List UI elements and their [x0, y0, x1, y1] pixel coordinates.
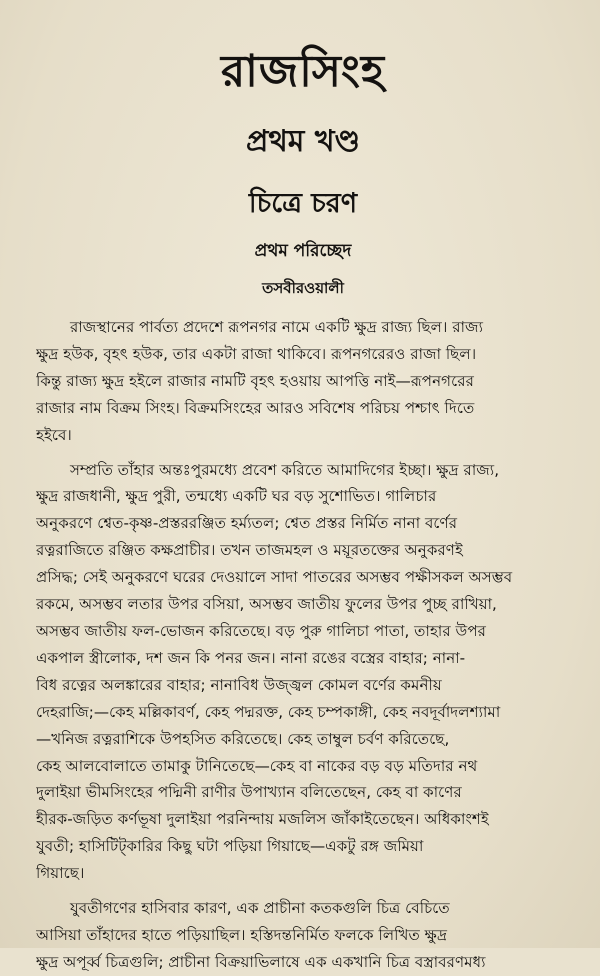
text-line: রকমে, অসম্ভব লতার উপর বসিয়া, অসম্ভব জাতীয় ফুলের উপর পুচ্ছ রাখিয়া,: [36, 595, 497, 614]
text-line: হইবে।: [36, 425, 72, 444]
paragraph-3: [36, 895, 570, 976]
text-line: সম্প্রতি তাঁহার অন্তঃপুরমধ্যে প্রবেশ করিতে আমাদিগের ইচ্ছা। ক্ষুদ্র রাজ্য,: [70, 460, 500, 479]
text-line: একপাল স্ত্রীলোক, দশ জন কি পনর জন। নানা রঙের বস্ত্রের বাহার; নানা-: [36, 648, 466, 667]
text-line: প্রসিদ্ধ; সেই অনুকরণে ঘরের দেওয়ালে সাদা পাতরের অসম্ভব পক্ষীসকল অসম্ভব: [36, 568, 513, 587]
text-line: দেহরাজি;—কেহ মল্লিকাবর্ণ, কেহ পদ্মরক্ত, কেহ চম্পকাঙ্গী, কেহ নবদূর্বাদলশ্যামা: [36, 702, 501, 721]
text-line: রত্নরাজিতে রঞ্জিত কক্ষপ্রাচীর। তখন তাজমহল ও ময়ূরতক্তের অনুকরণই: [36, 541, 463, 560]
paragraph-2: [36, 457, 570, 888]
text-line: গিয়াছে।: [36, 864, 85, 883]
text-line: হীরক-জড়িত কর্ণভূষা দুলাইয়া পরনিন্দায় মজলিস জাঁকাইতেছেন। অধিকাংশই: [36, 810, 489, 829]
section-title: চিত্রে চরণ: [248, 188, 358, 219]
text-line: অনুকরণে শ্বেত-কৃষ্ণ-প্রস্তররঞ্জিত হর্ম্যতল; শ্বেত প্রস্তর নির্মিত নানা বর্ণের: [36, 514, 458, 533]
part-title: প্রথম খণ্ড: [245, 124, 361, 159]
chapter-subtitle: তসবীরওয়ালী: [262, 279, 344, 297]
book-title: রাজসিংহ: [220, 46, 386, 97]
text-line: আসিয়া তাঁহাদের হাতে পড়িয়াছিল। হস্তিদন্তনির্মিত ফলকে লিখিত ক্ষুদ্র: [36, 925, 448, 944]
paragraph-1: [36, 314, 570, 449]
text-line: ক্ষুদ্র রাজধানী, ক্ষুদ্র পুরী, তন্মধ্যে একটি ঘর বড় সুশোভিত। গালিচার: [36, 487, 437, 506]
text-line: বিধ রত্নের অলঙ্কারের বাহার; নানাবিধ উজ্জ্বল কোমল বর্ণের কমনীয়: [36, 675, 442, 694]
text-line: —খনিজ রত্নরাশিকে উপহসিত করিতেছে। কেহ তাম্বুল চর্বণ করিতেছে,: [36, 729, 450, 748]
text-line: কেহ আলবোলাতে তামাকু টানিতেছে—কেহ বা নাকের বড় বড় মতিদার নথ: [36, 756, 478, 775]
text-line: যুবতীগণের হাসিবার কারণ, এক প্রাচীনা কতকগুলি চিত্র বেচিতে: [70, 899, 450, 918]
text-line: ক্ষুদ্র হউক, বৃহৎ হউক, তার একটা রাজা থাকিবে। রূপনগরেরও রাজা ছিল।: [36, 344, 477, 363]
body-text: [36, 314, 570, 976]
text-line: অসম্ভব জাতীয় ফল-ভোজন করিতেছে। বড় পুরু গালিচা পাতা, তাহার উপর: [36, 621, 487, 640]
chapter-title: প্রথম পরিচ্ছেদ: [254, 241, 352, 261]
text-line: যুবতী; হাসিটিট্‌কারির কিছু ঘটা পড়িয়া গিয়াছে—একটু রঙ্গ জমিয়া: [36, 837, 424, 856]
text-line: রাজস্থানের পার্বত্য প্রদেশে রূপনগর নামে একটি ক্ষুদ্র রাজ্য ছিল। রাজ্য: [70, 318, 483, 336]
text-line: কিন্তু রাজ্য ক্ষুদ্র হইলে রাজার নামটি বৃহৎ হওয়ায় আপত্তি নাই—রূপনগরের: [36, 371, 474, 390]
text-line: ক্ষুদ্র অপূর্ব্ব চিত্রগুলি; প্রাচীনা বিক্রয়াভিলাষে এক একখানি চিত্র বস্ত্রাবরণমধ্য: [36, 952, 486, 971]
text-line: দুলাইয়া ভীমসিংহের পদ্মিনী রাণীর উপাখ্যান বলিতেছেন, কেহ বা কাণের: [36, 783, 462, 802]
text-line: রাজার নাম বিক্রম সিংহ। বিক্রমসিংহের আরও সবিশেষ পরিচয় পশ্চাৎ দিতে: [36, 398, 475, 417]
